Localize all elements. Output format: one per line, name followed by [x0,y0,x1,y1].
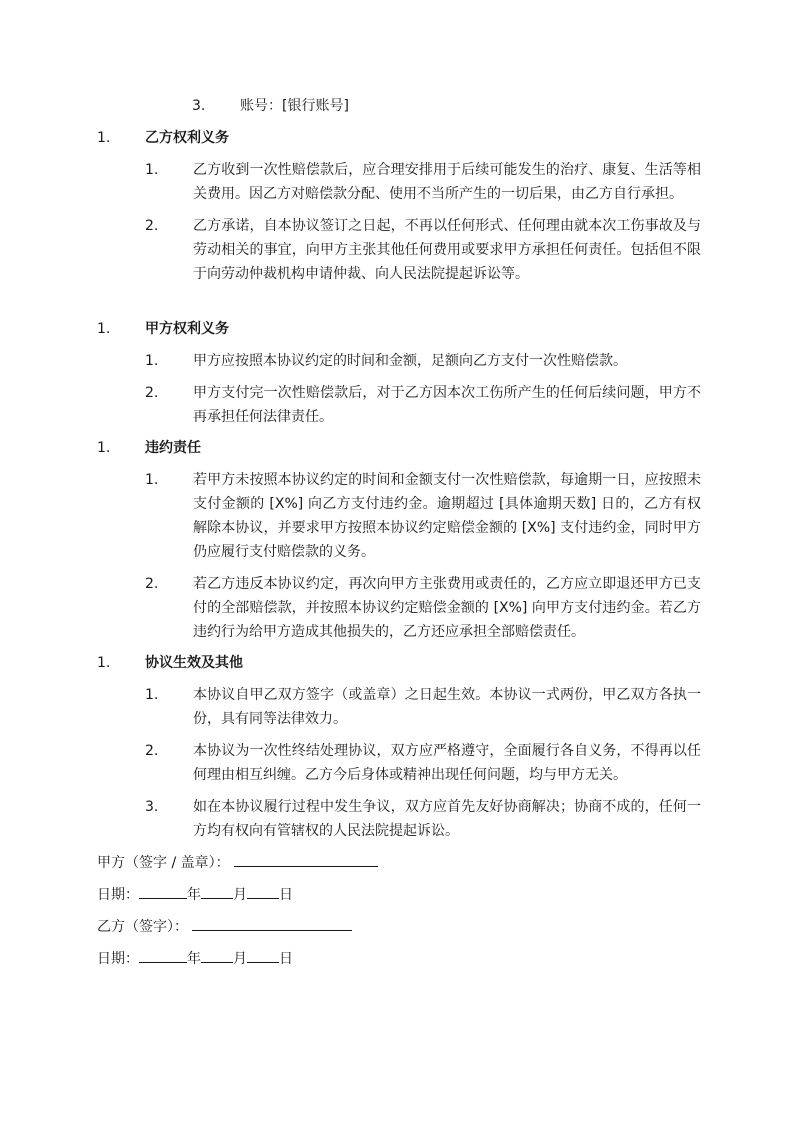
item-text: 如在本协议履行过程中发生争议，双方应首先友好协商解决；协商不成的，任何一方均有权向有管辖权的人民法院提起诉讼。 [193,799,701,839]
list-item [145,349,707,373]
party-a-date-line [97,884,293,905]
item-number: 1. [145,353,159,369]
section-number: 1. [97,130,111,146]
party-b-signature-field[interactable] [192,916,352,931]
day-field[interactable] [247,884,279,899]
year-label: 年 [187,887,201,903]
section-title: 协议生效及其他 [145,655,243,671]
section-heading [97,128,707,148]
month-field[interactable] [201,884,233,899]
section-party-a-rights [97,319,707,429]
section-title: 甲方权利义务 [145,321,229,337]
item-number: 1. [145,472,159,488]
list-item [145,158,707,206]
item-text: 甲方应按照本协议约定的时间和金额，足额向乙方支付一次性赔偿款。 [193,353,627,369]
item-text: 乙方承诺，自本协议签订之日起，不再以任何形式、任何理由就本次工伤事故及与劳动相关的事宜，向甲方主张其他任何费用或要求甲方承担任何责任。包括但不限于向劳动仲裁机构申请仲裁、向人民法院提起诉讼等。 [193,218,701,282]
year-field[interactable] [139,884,187,899]
list-item [145,739,707,787]
item-number: 2. [145,385,159,401]
party-a-signature-line [97,852,378,873]
item-text: 本协议为一次性终结处理协议，双方应严格遵守，全面履行各自义务，不得再以任何理由相互纠缠。乙方今后身体或精神出现任何问题，均与甲方无关。 [193,743,701,783]
list-number: 3. [192,98,206,114]
section-number: 1. [97,655,111,671]
item-number: 2. [145,743,159,759]
day-label: 日 [279,887,293,903]
section-heading [97,438,707,458]
section-heading [97,653,707,673]
section-heading [97,319,707,339]
day-label: 日 [279,951,293,967]
date-label: 日期： [97,951,139,967]
section-effectiveness [97,653,707,843]
list-item [145,795,707,843]
month-label: 月 [233,951,247,967]
item-text: 乙方收到一次性赔偿款后，应合理安排用于后续可能发生的治疗、康复、生活等相关费用。因乙方对赔偿款分配、使用不当所产生的一切后果，由乙方自行承担。 [193,162,701,202]
month-label: 月 [233,887,247,903]
section-title: 乙方权利义务 [145,130,229,146]
year-field[interactable] [139,948,187,963]
item-number: 1. [145,162,159,178]
party-a-signature-field[interactable] [234,852,378,867]
date-label: 日期： [97,887,139,903]
account-number-text: 账号：[银行账号] [240,98,349,114]
item-number: 1. [145,687,159,703]
item-number: 3. [145,799,159,815]
day-field[interactable] [247,948,279,963]
section-number: 1. [97,440,111,456]
month-field[interactable] [201,948,233,963]
list-item [145,468,707,564]
section-number: 1. [97,321,111,337]
list-item [145,214,707,286]
item-text: 甲方支付完一次性赔偿款后，对于乙方因本次工伤所产生的任何后续问题，甲方不再承担任何法律责任。 [193,385,701,425]
section-title: 违约责任 [145,440,201,456]
section-breach-liability [97,438,707,644]
item-number: 2. [145,576,159,592]
item-text: 本协议自甲乙双方签字（或盖章）之日起生效。本协议一式两份，甲乙双方各执一份，具有同等法律效力。 [193,687,701,727]
party-b-date-line [97,948,293,969]
section-party-b-rights [97,128,707,286]
list-item [145,381,707,429]
party-a-label: 甲方（签字 / 盖章）： [97,855,230,871]
list-item [145,683,707,731]
account-number-item [192,96,349,116]
year-label: 年 [187,951,201,967]
item-number: 2. [145,218,159,234]
item-text: 若乙方违反本协议约定，再次向甲方主张费用或责任的，乙方应立即退还甲方已支付的全部赔偿款，并按照本协议约定赔偿金额的 [X%] 向甲方支付违约金。若乙方违约行为给甲方造成其他损失的，乙方还应承担全部赔偿责任。 [193,576,701,640]
party-b-label: 乙方（签字）： [97,919,188,935]
party-b-signature-line [97,916,352,937]
list-item [145,572,707,644]
item-text: 若甲方未按照本协议约定的时间和金额支付一次性赔偿款，每逾期一日，应按照未支付金额的 [X%] 向乙方支付违约金。逾期超过 [具体逾期天数] 日的，乙方有权解除本协议，并要求甲方按照本协议约定赔偿金额的 [X%] 支付违约金，同时甲方仍应履行支付赔偿款的义务。 [193,472,701,560]
